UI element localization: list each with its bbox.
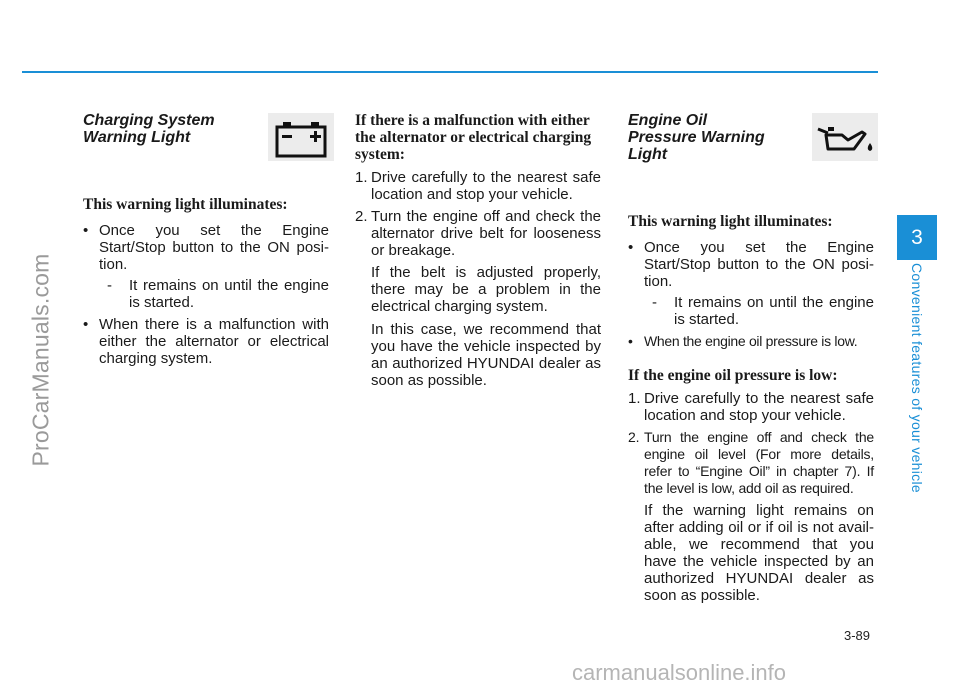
list-item-text: When there is a malfunction with either the alternator or electrical charging system. xyxy=(99,316,329,367)
charging-list xyxy=(83,222,329,367)
header-rule xyxy=(22,71,878,73)
malfunction-heading: If there is a malfunction with either the alternator or electrical charging system: xyxy=(355,112,592,163)
page-number: 3-89 xyxy=(844,628,871,643)
step-text: Turn the engine off and check the alternator drive belt for looseness or breakage. xyxy=(371,208,601,259)
step-number: 2. xyxy=(355,208,368,225)
list-item xyxy=(83,222,329,311)
watermark-left xyxy=(11,60,71,660)
oil-list xyxy=(628,239,874,350)
dash: - xyxy=(652,294,657,311)
bullet: • xyxy=(83,316,89,333)
battery-icon xyxy=(268,113,334,161)
bullet: • xyxy=(83,222,89,239)
chapter-tab-number: 3 xyxy=(897,215,937,260)
step-item xyxy=(628,390,874,424)
list-item-text: Once you set the Engine Start/Stop button to the ON posi-tion. xyxy=(644,239,874,290)
watermark-left-text: ProCarManuals.com xyxy=(27,253,54,467)
oil-recommend-paragraph: If the warning light remains on after adding oil or if oil is not avail-able, we recommend that you have the vehicle inspected by an authorized HYUNDAI dealer as soon as possible. xyxy=(644,502,874,604)
step-item xyxy=(628,429,874,497)
charging-title: Charging System Warning Light xyxy=(83,112,215,146)
chapter-tab-title xyxy=(885,262,949,494)
step-item xyxy=(355,169,601,203)
sub-item xyxy=(107,277,329,311)
malfunction-section xyxy=(355,112,601,395)
recommend-paragraph: In this case, we recommend that you have the vehicle inspected by an authorized HYUNDAI dealer as soon as possible. xyxy=(371,321,601,389)
malfunction-steps xyxy=(355,169,601,259)
sub-item-text: It remains on until the engine is started. xyxy=(674,294,874,328)
bullet: • xyxy=(628,333,633,349)
oil-title: Engine Oil Pressure Warning Light xyxy=(628,112,765,163)
oil-section xyxy=(628,112,874,610)
step-number: 1. xyxy=(628,390,641,407)
step-text: Turn the engine off and check the engine oil level (For more details, refer to “Engine Oil” in chapter 7). If the level is low, add oil as required. xyxy=(644,429,874,496)
step-number: 1. xyxy=(355,169,368,186)
list-item-text: Once you set the Engine Start/Stop button to the ON posi-tion. xyxy=(99,222,329,273)
bullet: • xyxy=(628,239,634,256)
watermark-bottom: carmanualsonline.info xyxy=(572,660,787,685)
sub-item xyxy=(652,294,874,328)
step-item xyxy=(355,208,601,259)
list-item-text: When the engine oil pressure is low. xyxy=(644,333,858,349)
oil-low-heading: If the engine oil pressure is low: xyxy=(628,367,838,384)
chapter-tab-title-text: Convenient features of your vehicle xyxy=(909,263,925,493)
step-text: Drive carefully to the nearest safe location and stop your vehicle. xyxy=(371,169,601,203)
list-item xyxy=(83,316,329,367)
oil-can-icon xyxy=(812,113,878,161)
oil-illuminates-heading: This warning light illuminates: xyxy=(628,213,833,230)
sub-item-text: It remains on until the engine is started. xyxy=(129,277,329,311)
dash: - xyxy=(107,277,112,294)
step-text: Drive carefully to the nearest safe location and stop your vehicle. xyxy=(644,390,874,424)
step-number: 2. xyxy=(628,429,640,445)
oil-steps xyxy=(628,390,874,497)
belt-paragraph: If the belt is adjusted properly, there may be a problem in the electrical charging system. xyxy=(371,264,601,315)
list-item xyxy=(628,239,874,328)
list-item xyxy=(628,333,874,350)
charging-illuminates-heading: This warning light illuminates: xyxy=(83,196,288,213)
